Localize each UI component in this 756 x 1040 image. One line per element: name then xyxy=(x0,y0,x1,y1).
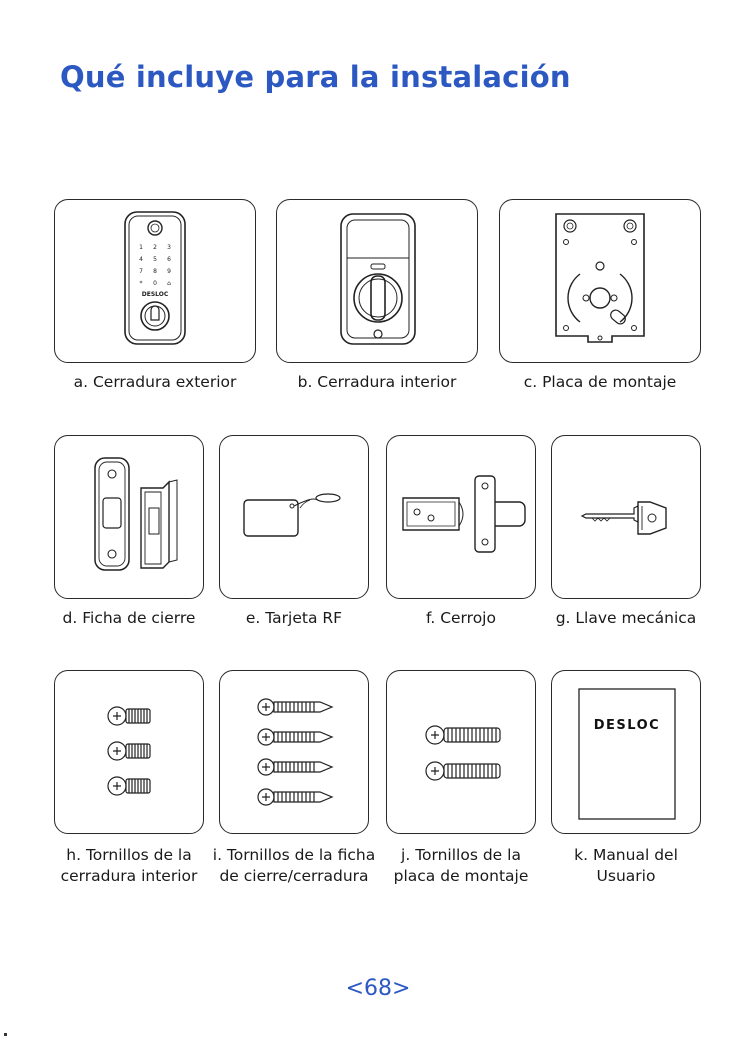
keypad-key: 8 xyxy=(153,268,157,275)
rf-card-illustration xyxy=(220,436,370,600)
keypad-key: 4 xyxy=(139,256,143,263)
item-card-interior-lock xyxy=(276,199,478,363)
keypad-key: ⌂ xyxy=(167,280,171,287)
item-label-k-line1: k. Manual del xyxy=(574,846,678,864)
item-label-h-line1: h. Tornillos de la xyxy=(66,846,192,864)
item-label-h xyxy=(40,845,218,887)
keypad-key: 0 xyxy=(153,280,157,287)
item-label-b: b. Cerradura interior xyxy=(297,373,457,391)
item-card-strike-plate xyxy=(54,435,204,599)
item-card-user-manual xyxy=(551,670,701,834)
item-label-i-line2: de cierre/cerradura xyxy=(219,867,369,885)
manual-brand-text: DESLOC xyxy=(593,718,661,733)
crop-mark xyxy=(4,1033,7,1036)
keypad-key: 1 xyxy=(139,244,143,251)
item-label-c: c. Placa de montaje xyxy=(523,373,677,391)
exterior-lock-illustration xyxy=(55,200,257,364)
user-manual-illustration xyxy=(552,671,702,835)
strike-plate-illustration xyxy=(55,436,205,600)
keypad-key: 2 xyxy=(153,244,157,251)
keypad-key: * xyxy=(139,280,143,287)
item-label-d: d. Ficha de cierre xyxy=(62,609,196,627)
keypad-key: 5 xyxy=(153,256,157,263)
interior-lock-illustration xyxy=(277,200,479,364)
keypad-key: 9 xyxy=(167,268,171,275)
latch-illustration xyxy=(387,436,537,600)
item-card-strike-screws xyxy=(219,670,369,834)
page-number: <68> xyxy=(345,976,411,1001)
item-card-mounting-plate-screws xyxy=(386,670,536,834)
mounting-plate-screws-illustration xyxy=(387,671,537,835)
keypad-key: 7 xyxy=(139,268,143,275)
item-label-e: e. Tarjeta RF xyxy=(245,609,343,627)
key-illustration xyxy=(552,436,702,600)
item-label-i xyxy=(205,845,383,887)
item-label-i-line1: i. Tornillos de la ficha xyxy=(212,846,376,864)
item-card-latch xyxy=(386,435,536,599)
interior-lock-screws-illustration xyxy=(55,671,205,835)
item-label-j xyxy=(372,845,550,887)
item-card-mounting-plate xyxy=(499,199,701,363)
keypad-key: 6 xyxy=(167,256,171,263)
lock-brand-text: DESLOC xyxy=(141,291,169,298)
item-card-exterior-lock xyxy=(54,199,256,363)
item-label-j-line2: placa de montaje xyxy=(393,867,529,885)
item-label-k-line2: Usuario xyxy=(596,867,656,885)
item-label-f: f. Cerrojo xyxy=(426,609,496,627)
item-label-g: g. Llave mecánica xyxy=(555,609,697,627)
page-title: Qué incluye para la instalación xyxy=(60,60,571,94)
item-label-h-line2: cerradura interior xyxy=(60,867,198,885)
keypad-key: 3 xyxy=(167,244,171,251)
item-label-j-line1: j. Tornillos de la xyxy=(401,846,521,864)
mounting-plate-illustration xyxy=(500,200,702,364)
item-label-k xyxy=(537,845,715,887)
item-card-interior-lock-screws xyxy=(54,670,204,834)
item-card-key xyxy=(551,435,701,599)
item-label-a: a. Cerradura exterior xyxy=(73,373,237,391)
strike-screws-illustration xyxy=(220,671,370,835)
item-card-rf-card xyxy=(219,435,369,599)
